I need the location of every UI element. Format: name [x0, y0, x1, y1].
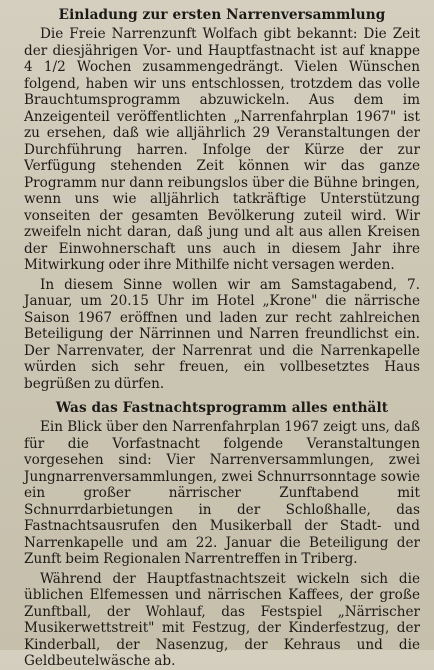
section1-heading: Einladung zur ersten Narrenversammlung [58, 7, 386, 23]
section1-paragraph-2: In diesem Sinne wollen wir am Samstagabend, 7. Januar, um 20.15 Uhr im Hotel „Krone" die närrische Saison 1967 eröffnen und laden zur recht zahlreichen Beteiligung der Närrinnen und Narren freundlichst ein. Der Narrenvater, der Narrenrat und die Narrenkapelle würden sich sehr freuen, ein vollbesetztes Haus begrüßen zu dürfen. [24, 276, 420, 392]
section2-paragraph-2: Während der Hauptfastnachtszeit wickeln sich die üblichen Elfemessen und närrischen Kaffees, der große Zunftball, der Wohlauf, das Festspiel „Närrischer Musikerwettstreit" mit Festzug, der Kinderfestzug, der Kinderball, der Nasenzug, der Kehraus und die Geldbeutelwäsche ab. [24, 570, 420, 669]
section2-paragraph-1: Ein Blick über den Narrenfahrplan 1967 zeigt uns, daß für die Vorfastnacht folgende Veranstaltungen vorgesehen sind: Vier Narrenversammlungen, zwei Jungnarrenversammlungen, zwei Schnurrsonntage sowie ein großer närrischer Zunftabend mit Schnurrdarbietungen in der Schloßhalle, das Fastnachtsausrufen den Musikerball der Stadt- und Narrenkapelle und am 22. Januar die Beteiligung der Zunft beim Regionalen Narrentreffen in Triberg. [24, 419, 420, 567]
section2-heading: Was das Fastnachtsprogramm alles enthält [55, 400, 389, 416]
section1-paragraph-1: Die Freie Narrenzunft Wolfach gibt bekannt: Die Zeit der diesjährigen Vor- und Hauptfastnacht ist auf knappe 4 1/2 Wochen zusammengedrängt. Vielen Wünschen folgend, haben wir uns entschlossen, trotzdem das volle Brauchtumsprogramm abzuwickeln. Aus dem im Anzeigenteil veröffentlichten „Narrenfahrplan 1967" ist zu ersehen, daß wie alljährlich 29 Veranstaltungen der Durchführung harren. Infolge der Kürze der zur Verfügung stehenden Zeit können wir das ganze Programm nur dann reibungslos über die Bühne bringen, wenn uns wie alljährlich tatkräftige Unterstützung vonseiten der gesamten Bevölkerung zuteil wird. Wir zweifeln nicht daran, daß jung und alt aus allen Kreisen der Einwohnerschaft uns auch in diesem Jahr ihre Mitwirkung oder ihre Mithilfe nicht versagen werden. [24, 26, 420, 273]
